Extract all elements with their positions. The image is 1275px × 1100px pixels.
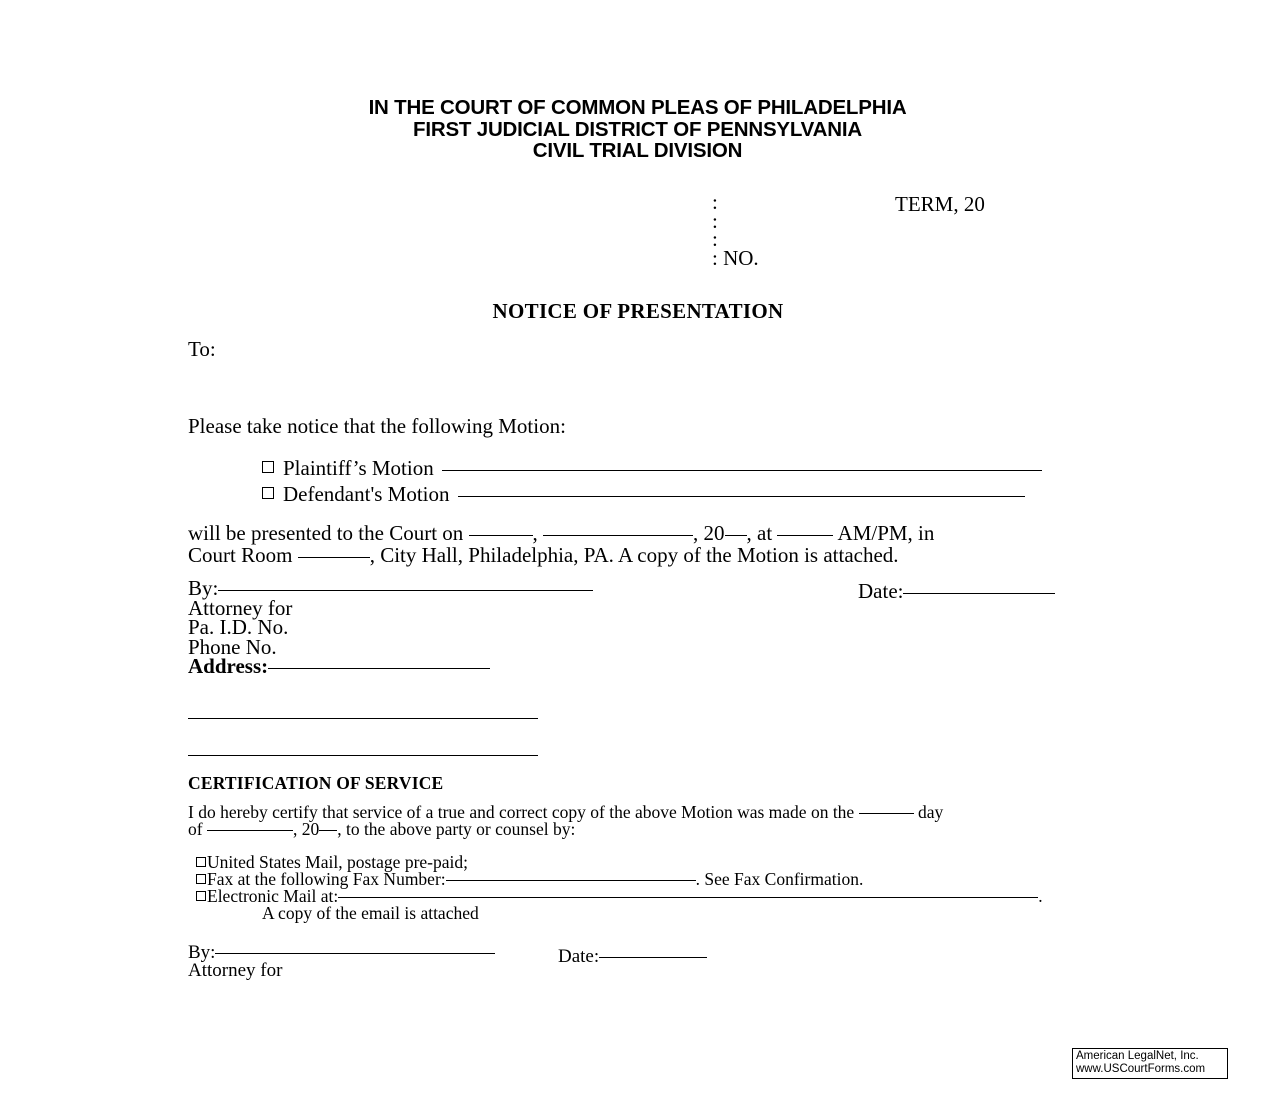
service-email-address-line[interactable] bbox=[338, 897, 1038, 898]
presentation-text-d: , at bbox=[746, 521, 778, 545]
presentation-blank-court-room[interactable] bbox=[298, 557, 370, 558]
presentation-line-2 bbox=[188, 544, 934, 566]
signature-pa-id-label: Pa. I.D. No. bbox=[188, 615, 289, 639]
certification-title: CERTIFICATION OF SERVICE bbox=[188, 773, 444, 793]
motion-defendant-fill-line[interactable] bbox=[458, 496, 1025, 497]
certification-date-group bbox=[558, 946, 707, 968]
presentation-line-1 bbox=[188, 522, 934, 544]
certification-by-line[interactable] bbox=[215, 953, 495, 954]
presentation-text-f: Court Room bbox=[188, 543, 298, 567]
certification-attorney-for-label: Attorney for bbox=[188, 960, 283, 981]
signature-date-label: Date: bbox=[858, 579, 904, 603]
checkbox-icon-fax[interactable] bbox=[196, 874, 206, 884]
certification-text-d: , 20 bbox=[292, 819, 320, 839]
service-method-fax-suffix: . See Fax Confirmation. bbox=[695, 869, 864, 889]
presentation-text-g: , City Hall, Philadelphia, PA. A copy of the Motion is attached. bbox=[369, 543, 899, 567]
certification-blank-month[interactable] bbox=[207, 830, 293, 831]
court-header bbox=[0, 97, 1275, 162]
motion-option-defendant-label: Defendant's Motion bbox=[283, 482, 450, 506]
caption-colon-row-1: : bbox=[712, 190, 718, 214]
certification-by-label: By: bbox=[188, 942, 216, 963]
presentation-text-e: AM/PM, in bbox=[833, 521, 935, 545]
footer-stamp-website: www.USCourtForms.com bbox=[1076, 1063, 1206, 1075]
checkbox-icon-plaintiff-motion[interactable] bbox=[262, 461, 274, 473]
checkbox-icon-defendant-motion[interactable] bbox=[262, 487, 274, 499]
footer-stamp-company: American LegalNet, Inc. bbox=[1076, 1050, 1199, 1062]
recipient-to-label: To: bbox=[188, 337, 216, 361]
signature-address-label: Address: bbox=[188, 654, 269, 678]
motion-option-defendant[interactable] bbox=[262, 483, 1025, 505]
checkbox-icon-electronic-mail[interactable] bbox=[196, 891, 206, 901]
address-continuation-line-1[interactable] bbox=[188, 718, 538, 719]
caption-colon-row-3: : bbox=[712, 227, 718, 251]
certification-line-2 bbox=[188, 821, 943, 838]
certification-blank-day[interactable] bbox=[859, 813, 914, 814]
certification-text-c: of bbox=[188, 819, 207, 839]
caption-term-label: TERM, 20 bbox=[895, 192, 985, 216]
presentation-text-c: , 20 bbox=[693, 521, 725, 545]
address-continuation-line-2[interactable] bbox=[188, 755, 538, 756]
caption-block bbox=[712, 190, 759, 270]
presentation-blank-time[interactable] bbox=[777, 535, 833, 536]
certification-blank-year[interactable] bbox=[319, 830, 337, 831]
certification-text-b: day bbox=[913, 802, 944, 822]
presentation-blank-day[interactable] bbox=[469, 535, 533, 536]
presentation-blank-month[interactable] bbox=[543, 535, 693, 536]
caption-case-number-row: : NO. bbox=[712, 245, 759, 270]
service-method-email-label: Electronic Mail at: bbox=[207, 886, 339, 906]
certification-text-e: , to the above party or counsel by: bbox=[337, 819, 576, 839]
certification-text-a: I do hereby certify that service of a true and correct copy of the above Motion was made on the bbox=[188, 802, 859, 822]
signature-attorney-for-label: Attorney for bbox=[188, 595, 293, 620]
notice-intro-text: Please take notice that the following Motion: bbox=[188, 414, 566, 438]
page-title: NOTICE OF PRESENTATION bbox=[492, 299, 784, 323]
signature-phone-label: Phone No. bbox=[188, 634, 277, 659]
signature-block-primary bbox=[188, 576, 593, 678]
signature-by-line[interactable] bbox=[218, 590, 593, 591]
checkbox-icon-us-mail[interactable] bbox=[196, 857, 206, 867]
presentation-paragraph bbox=[188, 522, 934, 566]
service-fax-number-line[interactable] bbox=[446, 880, 696, 881]
motion-plaintiff-fill-line[interactable] bbox=[442, 470, 1042, 471]
certification-date-line[interactable] bbox=[599, 957, 707, 958]
motion-option-plaintiff[interactable] bbox=[262, 457, 1042, 479]
signature-address-line[interactable] bbox=[268, 668, 490, 669]
signature-block-certification bbox=[188, 944, 495, 980]
motion-option-plaintiff-label: Plaintiff’s Motion bbox=[283, 456, 434, 480]
signature-by-label: By: bbox=[188, 576, 219, 600]
certification-paragraph bbox=[188, 804, 943, 838]
service-method-fax-label: Fax at the following Fax Number: bbox=[207, 869, 446, 889]
certification-date-label: Date: bbox=[558, 946, 600, 967]
court-header-line-2: FIRST JUDICIAL DISTRICT OF PENNSYLVANIA bbox=[413, 117, 862, 141]
presentation-text-b: , bbox=[532, 521, 544, 545]
court-header-line-3: CIVIL TRIAL DIVISION bbox=[532, 139, 743, 162]
service-email-note: A copy of the email is attached bbox=[262, 903, 479, 923]
court-header-line-1: IN THE COURT OF COMMON PLEAS OF PHILADELPHIA bbox=[368, 96, 907, 119]
presentation-blank-year[interactable] bbox=[725, 535, 747, 536]
signature-address-row bbox=[188, 654, 593, 678]
signature-date-line[interactable] bbox=[903, 593, 1055, 594]
footer-stamp bbox=[1072, 1048, 1228, 1079]
caption-colon-row-2: : bbox=[712, 208, 718, 233]
service-method-mail-label: United States Mail, postage pre-paid; bbox=[207, 852, 468, 872]
presentation-text-a: will be presented to the Court on bbox=[188, 521, 469, 545]
signature-date-primary bbox=[858, 579, 1055, 604]
service-method-email-suffix: . bbox=[1038, 886, 1043, 906]
